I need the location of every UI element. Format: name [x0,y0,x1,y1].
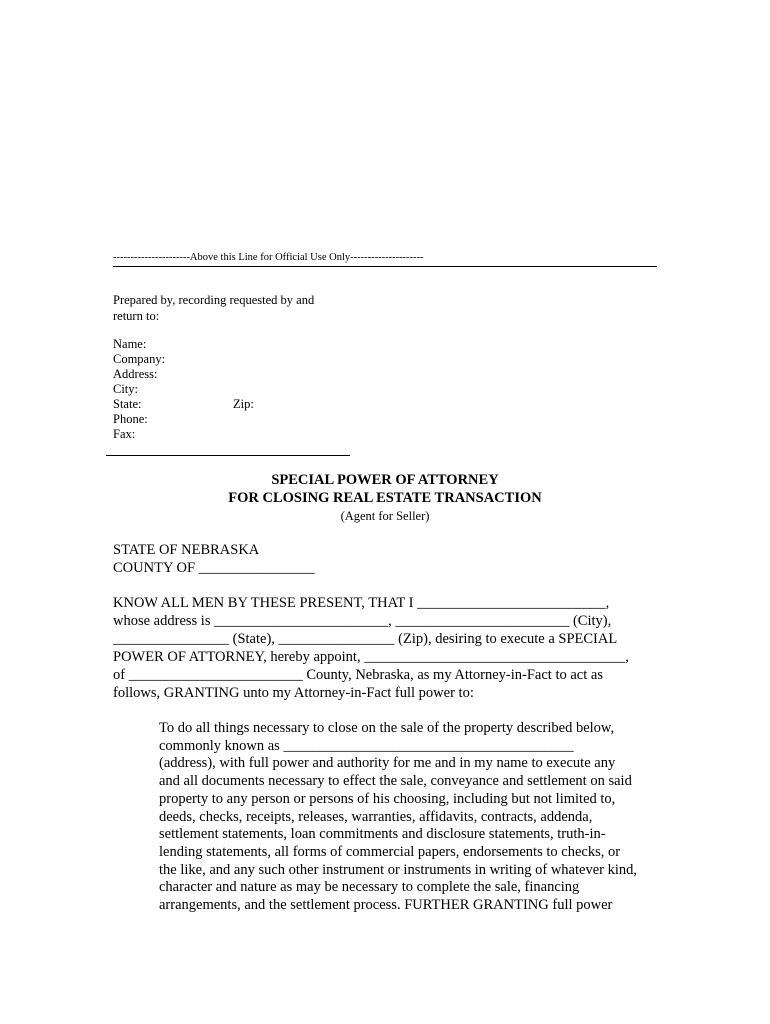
indent-line: deeds, checks, receipts, releases, warranties, affidavits, contracts, addenda, [159,808,593,825]
official-use-line: ----------------------Above this Line for Official Use Only--------------------- [113,252,657,267]
phone-field-label: Phone: [113,412,148,426]
address-field-label: Address: [113,367,158,381]
body-line: POWER OF ATTORNEY, hereby appoint, ____________________________________, [113,649,629,665]
fax-field-label: Fax: [113,427,136,441]
appointment-paragraph [113,594,658,702]
indent-line: (address), with full power and authority for me and in my name to execute any [159,755,616,772]
indent-line: property to any person or persons of his choosing, including but not limited to, [159,790,616,807]
body-line: ________________ (State), ________________ (Zip), desiring to execute a SPECIAL [113,631,618,647]
indent-line: commonly known as ________________________________________ [159,737,574,754]
prepared-by-text: Prepared by, recording requested by and return to: [113,293,315,323]
city-field-label: City: [113,382,139,396]
indent-line: character and nature as may be necessary to complete the sale, financing [159,879,580,896]
state-zip-row [113,397,254,412]
indent-line: arrangements, and the settlement process. FURTHER GRANTING full power [159,897,613,914]
venue-block [113,541,315,577]
indent-line: the like, and any such other instrument or instruments in writing of whatever kind, [159,861,637,878]
county-line: COUNTY OF ________________ [113,560,315,576]
separator-line [106,455,350,456]
body-line: whose address is ________________________, ________________________ (City), [113,613,612,629]
state-line: STATE OF NEBRASKA [113,542,260,558]
indent-line: settlement statements, loan commitments and disclosure statements, truth-in- [159,826,606,843]
company-field-label: Company: [113,352,166,366]
body-line: follows, GRANTING unto my Attorney-in-Fact full power to: [113,685,474,701]
zip-field-label: Zip: [233,397,254,411]
document-subtitle: (Agent for Seller) [340,509,430,523]
indent-line: To do all things necessary to close on the sale of the property described below, [159,720,615,736]
contact-fields [113,337,254,442]
body-line: of ________________________ County, Nebraska, as my Attorney-in-Fact to act as [113,667,603,683]
indent-line: lending statements, all forms of commercial papers, endorsements to checks, or [159,843,621,860]
indent-line: and all documents necessary to effect the sale, conveyance and settlement on said [159,773,632,790]
body-line: KNOW ALL MEN BY THESE PRESENT, THAT I __________________________, [113,595,610,611]
name-field-label: Name: [113,337,147,351]
document-title-line2: FOR CLOSING REAL ESTATE TRANSACTION [228,490,542,506]
state-field-label: State: [113,397,142,411]
document-title-line1: SPECIAL POWER OF ATTORNEY [271,472,499,488]
powers-paragraph [159,720,659,915]
